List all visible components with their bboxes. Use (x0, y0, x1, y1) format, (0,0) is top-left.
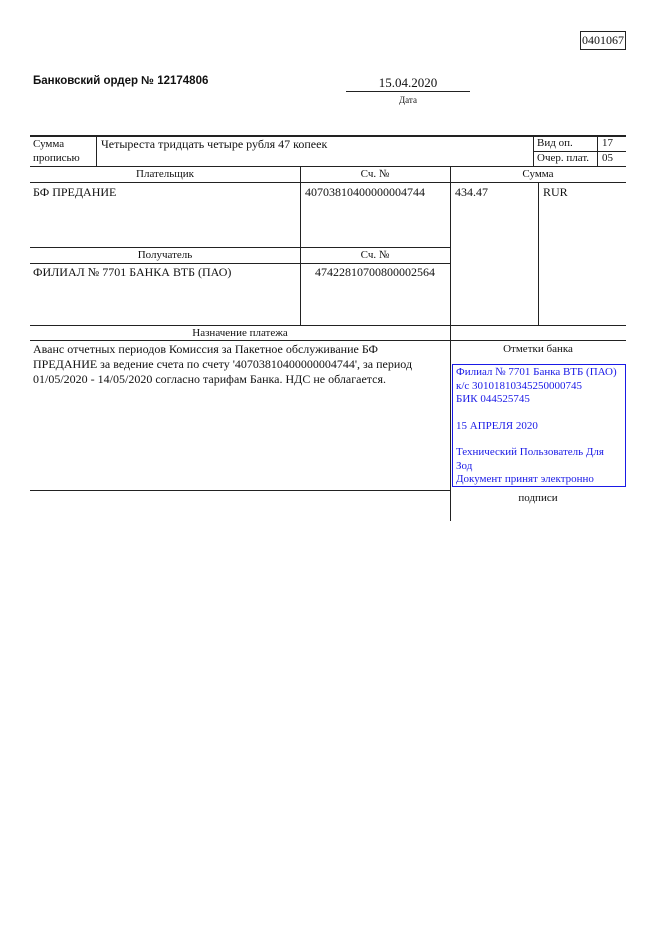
currency: RUR (543, 185, 568, 199)
stamp-line: к/с 30101810345250000745 (456, 379, 583, 392)
recipient-name: ФИЛИАЛ № 7701 БАНКА ВТБ (ПАО) (33, 265, 232, 279)
payer-header: Плательщик (136, 168, 194, 180)
table-line (30, 182, 626, 183)
purpose-line: Аванс отчетных периодов Комиссия за Пакетное обслуживание БФ (33, 342, 379, 356)
priority: 05 (602, 152, 613, 164)
stamp-line: Документ принят электронно (456, 473, 594, 485)
amount-words-label (33, 137, 80, 165)
table-line (96, 135, 97, 166)
amount: 434.47 (455, 185, 488, 199)
recipient-header: Получатель (137, 249, 193, 261)
table-line (300, 166, 301, 325)
op-type-label: Вид оп. (537, 137, 573, 149)
stamp-line: 15 АПРЕЛЯ 2020 (456, 419, 538, 432)
table-line (30, 263, 450, 264)
recipient-account: 47422810700800002564 (315, 265, 435, 279)
form-code: 0401067 (580, 31, 626, 50)
stamp-line: Технический Пользователь Для (456, 446, 604, 458)
recipient-account-header: Сч. № (360, 249, 390, 261)
amount-words: Четыреста тридцать четыре рубля 47 копеек (101, 137, 328, 151)
table-line (597, 135, 598, 166)
priority-label: Очер. плат. (537, 152, 590, 164)
stamp-line: БИК 044525745 (456, 393, 530, 405)
label-line: прописью (33, 152, 80, 164)
document-title: Банковский ордер № 12174806 (33, 75, 209, 87)
op-type: 17 (602, 137, 613, 149)
purpose-header: Назначение платежа (192, 327, 288, 339)
purpose-line: 01/05/2020 - 14/05/2020 согласно тарифам Банка. НДС не облагается. (33, 372, 387, 386)
bank-stamp (452, 364, 626, 487)
table-line (30, 325, 626, 326)
payer-account-header: Сч. № (360, 168, 390, 180)
sum-header: Сумма (522, 168, 554, 180)
table-line (533, 135, 534, 166)
bank-marks-label: Отметки банка (503, 343, 573, 355)
date-label: Дата (399, 95, 417, 105)
document-date: 15.04.2020 (378, 75, 438, 90)
date-underline (346, 91, 470, 92)
table-line (30, 247, 450, 248)
table-line (30, 490, 450, 491)
payer-name: БФ ПРЕДАНИЕ (33, 185, 117, 199)
label-line: Сумма (33, 138, 65, 150)
payer-account: 40703810400000004744 (305, 185, 425, 199)
table-line (30, 340, 626, 341)
stamp-line: Зод (456, 459, 473, 472)
purpose-line: ПРЕДАНИЕ за ведение счета по счету '40703810400000004744', за период (33, 357, 413, 371)
table-line (30, 166, 626, 167)
stamp-line: Филиал № 7701 Банка ВТБ (ПАО) (456, 366, 617, 378)
signatures-label: подписи (518, 492, 558, 504)
purpose-text (33, 342, 412, 387)
table-line (538, 182, 539, 325)
